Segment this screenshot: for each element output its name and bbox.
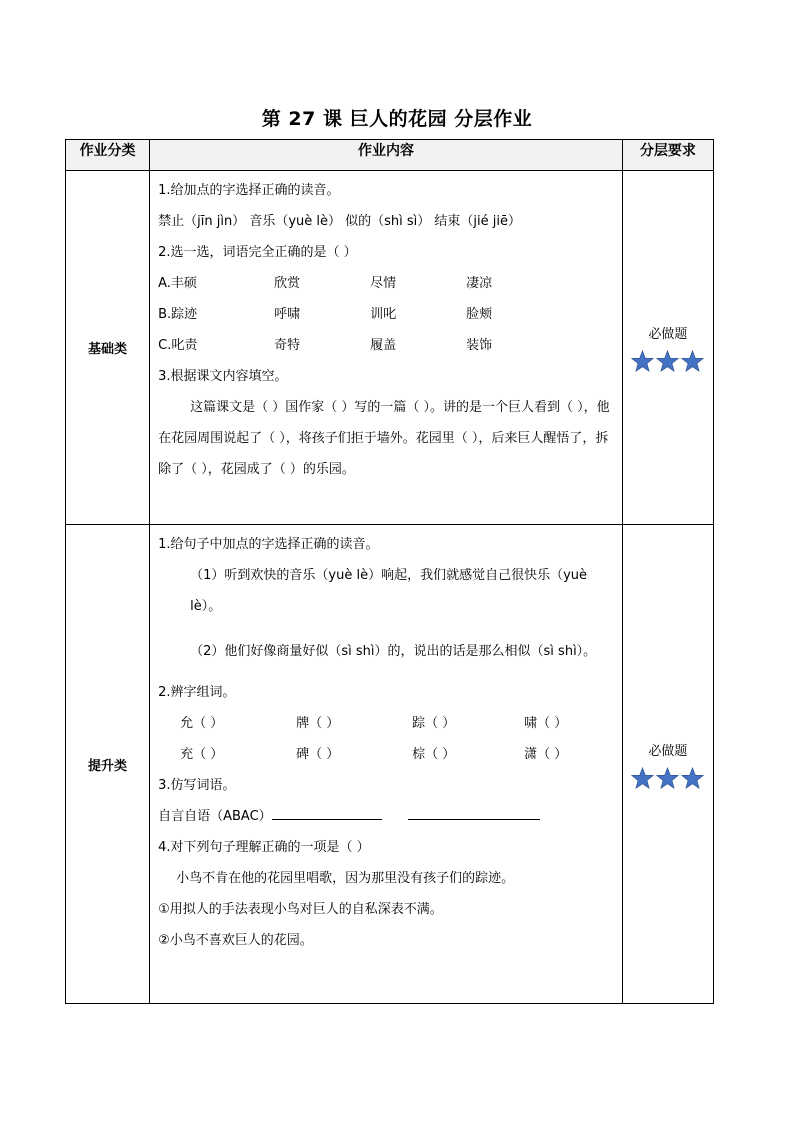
fill-in-paragraph: 这篇课文是（ ）国作家（ ）写的一篇（ ）。讲的是一个巨人看到（ ），他在花园周围说起了（ ），将孩子们拒于墙外。花园里（ ），后来巨人醒悟了，拆除了（ ），花园成了（ ）的乐园。	[158, 400, 610, 477]
word-item: 碑（ ）	[296, 747, 340, 762]
content-cell	[150, 171, 623, 525]
option-word: 履盖	[370, 338, 397, 353]
star-icon	[681, 350, 704, 372]
question-line: （1）听到欢快的音乐（yuè lè）响起，我们就感觉自己很快乐（yuè lè）。	[190, 568, 587, 614]
quoted-sentence: 小鸟不肯在他的花园里唱歌，因为那里没有孩子们的踪迹。	[176, 871, 515, 886]
option-word: 欣赏	[274, 276, 301, 291]
option-word: 脸颊	[466, 307, 493, 322]
answer-option: ①用拟人的手法表现小鸟对巨人的自私深表不满。	[158, 902, 443, 917]
option-word: 呼啸	[274, 307, 301, 322]
question-line: 3.根据课文内容填空。	[158, 369, 288, 384]
star-icon	[631, 350, 654, 372]
option-word: 装饰	[466, 338, 493, 353]
option-row	[158, 330, 616, 361]
star-icon	[656, 350, 679, 372]
content-cell	[150, 525, 623, 1004]
requirement-cell	[622, 171, 713, 525]
header-category: 作业分类	[66, 140, 150, 171]
word-row	[158, 708, 616, 739]
category-advanced: 提升类	[66, 525, 150, 1004]
homework-table	[65, 139, 714, 1004]
table-header-row	[66, 140, 714, 171]
word-item: 踪（ ）	[412, 716, 456, 731]
imitation-label: 自言自语（ABAC）	[158, 809, 272, 824]
table-row	[66, 171, 714, 525]
answer-blank[interactable]	[408, 805, 540, 820]
question-line: 2.选一选，词语完全正确的是（ ）	[158, 245, 357, 260]
question-line: 3.仿写词语。	[158, 778, 236, 793]
option-word: 奇特	[274, 338, 301, 353]
header-content: 作业内容	[150, 140, 623, 171]
word-item: 棕（ ）	[412, 747, 456, 762]
option-word: B.踪迹	[158, 307, 198, 322]
word-item: 牌（ ）	[296, 716, 340, 731]
requirement-label: 必做题	[648, 327, 688, 342]
header-requirement: 分层要求	[622, 140, 713, 171]
option-word: A.丰硕	[158, 276, 197, 291]
imitation-row	[158, 801, 616, 832]
answer-blank[interactable]	[272, 805, 382, 820]
category-basic: 基础类	[66, 171, 150, 525]
table-row	[66, 525, 714, 1004]
star-icon	[681, 767, 704, 789]
word-item: 允（ ）	[180, 716, 224, 731]
difficulty-stars	[623, 767, 713, 789]
option-row	[158, 268, 616, 299]
difficulty-stars	[623, 350, 713, 372]
option-row	[158, 299, 616, 330]
option-word: 尽情	[370, 276, 397, 291]
option-word: 训叱	[370, 307, 397, 322]
question-line: 2.辨字组词。	[158, 685, 236, 700]
requirement-cell	[622, 525, 713, 1004]
answer-option: ②小鸟不喜欢巨人的花园。	[158, 933, 313, 948]
question-line: 4.对下列句子理解正确的一项是（ ）	[158, 840, 370, 855]
word-item: 潇（ ）	[524, 747, 568, 762]
word-item: 啸（ ）	[524, 716, 568, 731]
question-line: （2）他们好像商量好似（sì shì）的，说出的话是那么相似（sì shì）。	[190, 644, 597, 659]
question-line: 1.给句子中加点的字选择正确的读音。	[158, 537, 379, 552]
option-word: 凄凉	[466, 276, 493, 291]
option-word: C.叱责	[158, 338, 198, 353]
star-icon	[631, 767, 654, 789]
star-icon	[656, 767, 679, 789]
word-row	[158, 739, 616, 770]
word-item: 充（ ）	[180, 747, 224, 762]
requirement-label: 必做题	[648, 743, 688, 759]
question-line: 禁止（jīn jìn） 音乐（yuè lè） 似的（shì sì） 结束（jié jiē）	[158, 214, 521, 229]
page-title: 第 27 课 巨人的花园 分层作业	[261, 108, 533, 130]
question-line: 1.给加点的字选择正确的读音。	[158, 183, 340, 198]
